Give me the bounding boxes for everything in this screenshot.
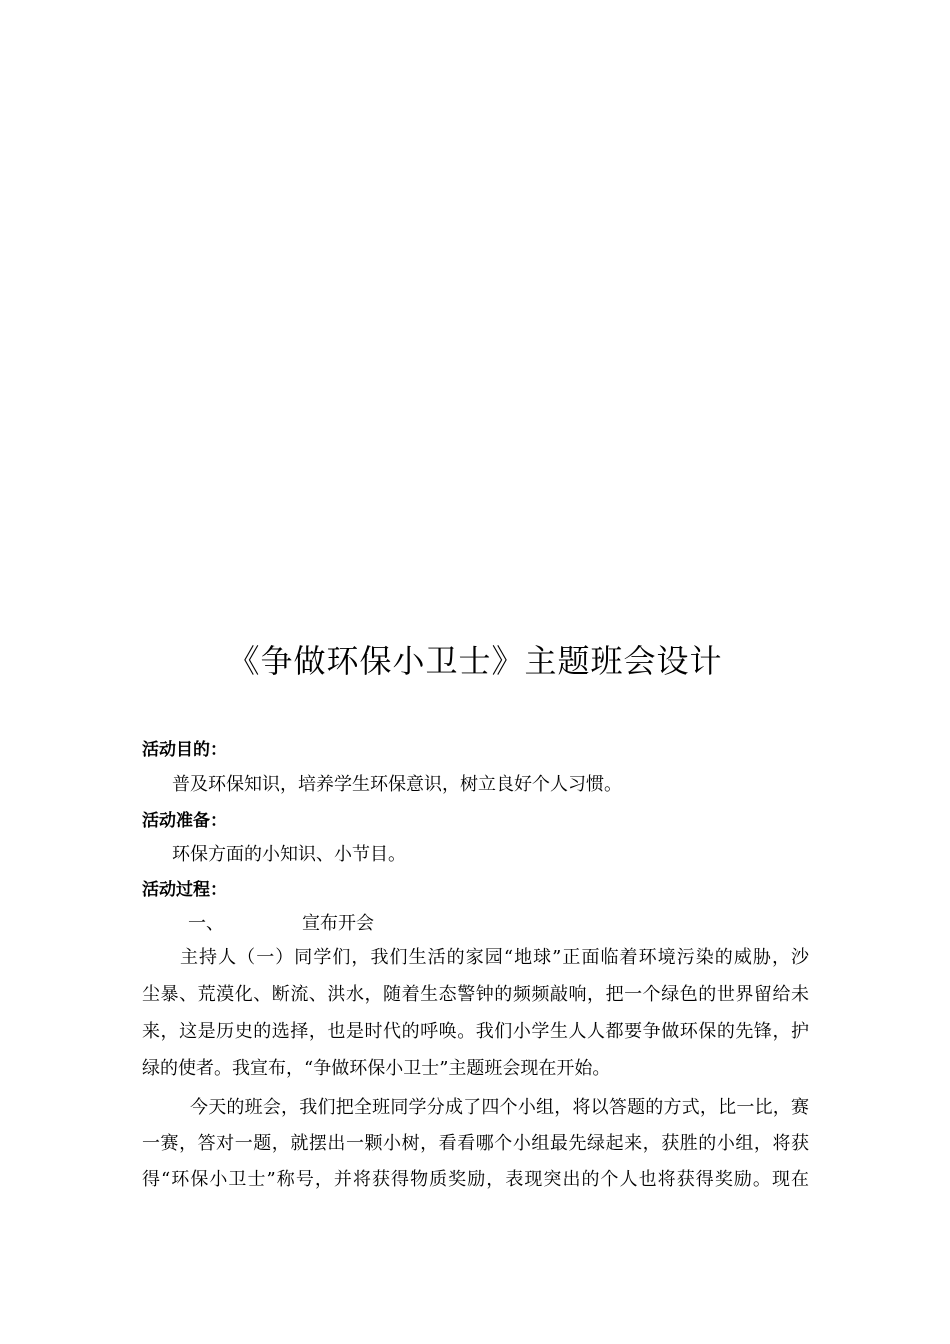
prep-heading: 活动准备： bbox=[142, 811, 227, 831]
paragraph2-line: 一赛，答对一题，就摆出一颗小树，看看哪个小组最先绿起来，获胜的小组，将获 bbox=[142, 1133, 809, 1154]
goal-text: 普及环保知识，培养学生环保意识，树立良好个人习惯。 bbox=[172, 774, 622, 795]
process-heading: 活动过程： bbox=[142, 880, 227, 900]
paragraph2-line: 今天的班会，我们把全班同学分成了四个小组，将以答题的方式，比一比，赛 bbox=[190, 1097, 809, 1118]
step1-number: 一、 bbox=[188, 913, 224, 934]
paragraph1-line: 绿的使者。我宣布，“争做环保小卫士”主题班会现在开始。 bbox=[142, 1058, 611, 1079]
paragraph2-line: 得“环保小卫士”称号，并将获得物质奖励，表现突出的个人也将获得奖励。现在 bbox=[142, 1169, 809, 1190]
paragraph1-line: 尘暴、荒漠化、断流、洪水，随着生态警钟的频频敲响，把一个绿色的世界留给未 bbox=[142, 984, 809, 1005]
prep-text: 环保方面的小知识、小节目。 bbox=[172, 844, 406, 865]
goal-heading: 活动目的： bbox=[142, 740, 227, 760]
paragraph1-line: 来，这是历史的选择，也是时代的呼唤。我们小学生人人都要争做环保的先锋，护 bbox=[142, 1021, 809, 1042]
paragraph1-line: 主持人（一）同学们，我们生活的家园“地球”正面临着环境污染的威胁，沙 bbox=[180, 947, 809, 968]
page-title: 《争做环保小卫士》主题班会设计 bbox=[227, 642, 723, 680]
step1-label: 宣布开会 bbox=[302, 913, 374, 934]
